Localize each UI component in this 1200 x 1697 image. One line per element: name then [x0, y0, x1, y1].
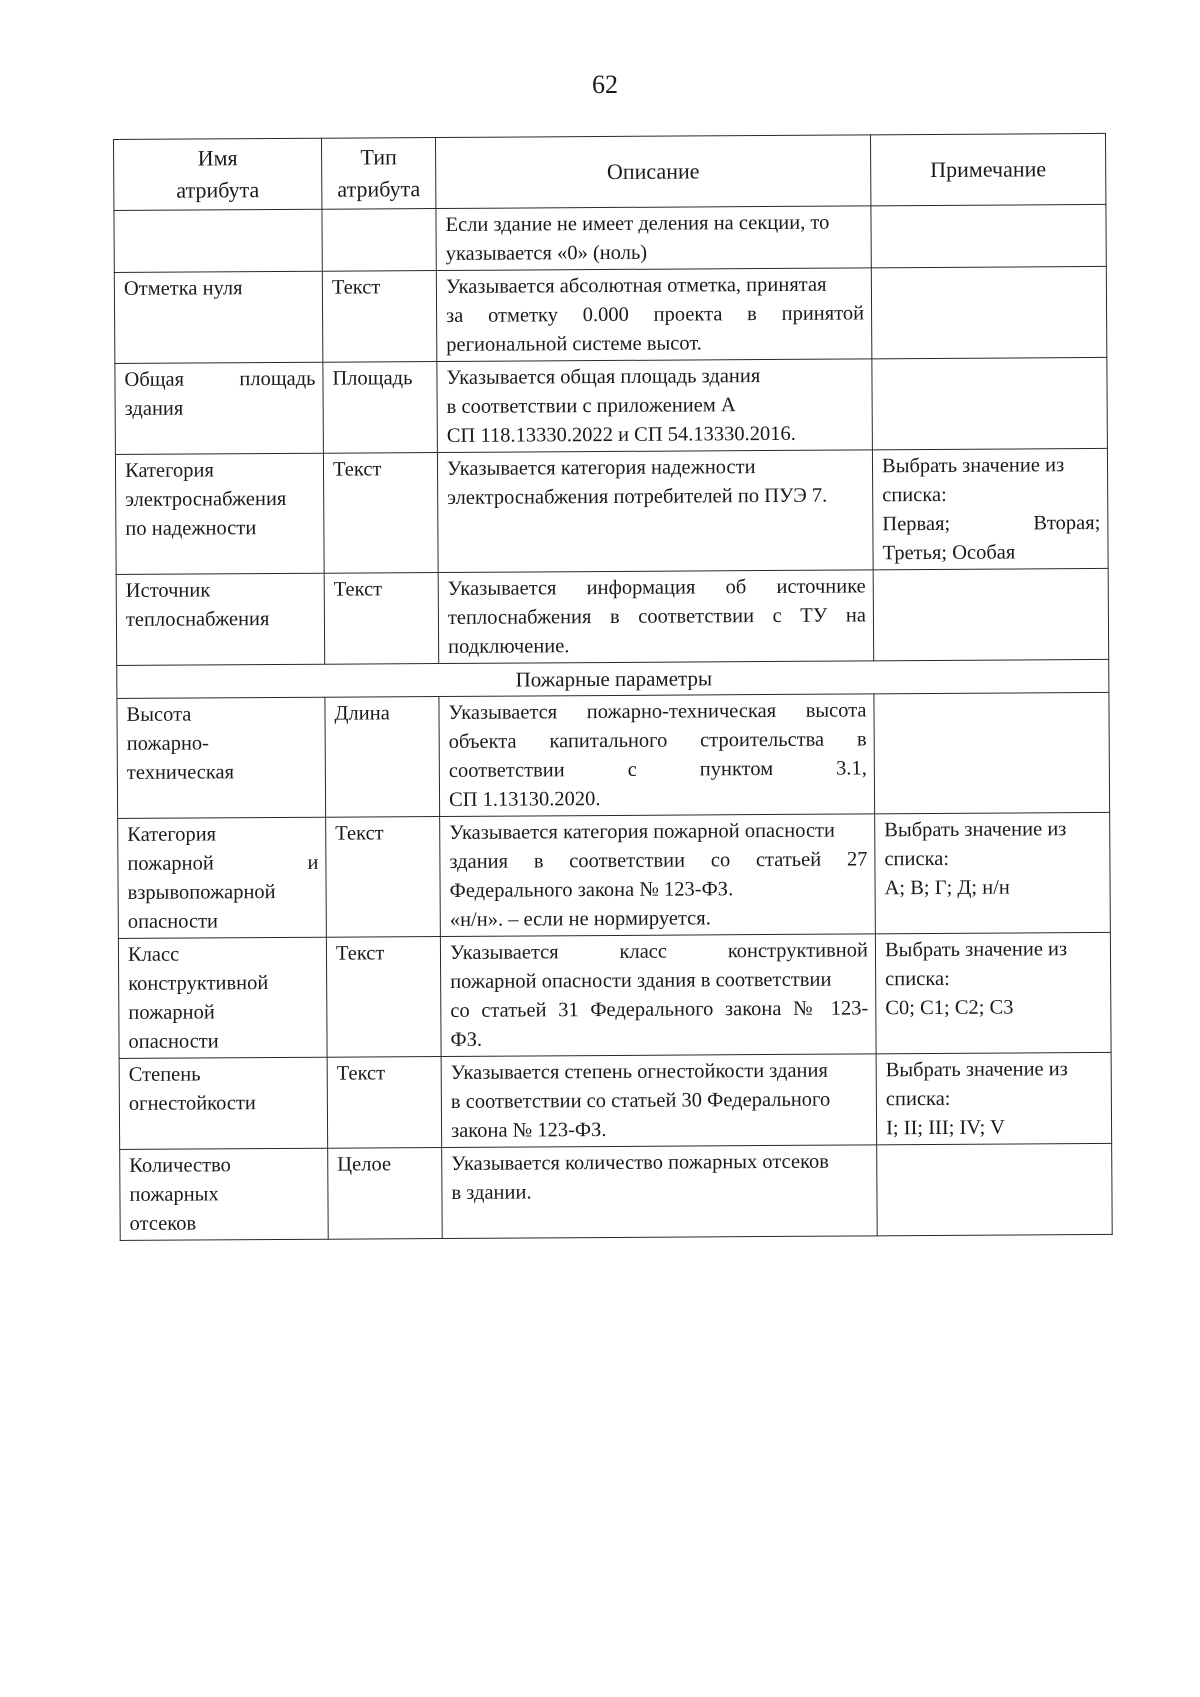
- cell-description: [436, 268, 872, 362]
- cell-note: [872, 357, 1108, 449]
- cell-attribute-name: [118, 817, 327, 938]
- cell-description: [442, 1145, 878, 1239]
- cell-description: [437, 359, 873, 453]
- description-line: здания в соответствии со статьей 27: [449, 848, 868, 873]
- description-line: региональной системе высот.: [446, 332, 702, 356]
- header-name-line: атрибута: [176, 177, 260, 203]
- description-line: указывается «0» (ноль): [445, 241, 648, 265]
- description-line: СП 118.13330.2022 и СП 54.13330.2016.: [446, 422, 796, 447]
- attribute-name-line: Высота: [126, 703, 192, 726]
- attribute-name-line: Класс: [127, 943, 180, 966]
- table-row: [115, 357, 1108, 454]
- description-line: Указывается категория надежности: [446, 456, 756, 480]
- cell-description: [440, 934, 876, 1057]
- note-line: списка:: [885, 1087, 951, 1111]
- attribute-name-line: электроснабжения: [125, 487, 287, 511]
- cell-attribute-name: [114, 209, 322, 272]
- cell-attribute-name: [114, 271, 323, 363]
- description-line: пожарной опасности здания в соответствии: [450, 968, 832, 993]
- header-name: [114, 138, 322, 210]
- cell-attribute-type: Длина: [325, 697, 440, 818]
- cell-note: [872, 448, 1108, 569]
- attribute-name-line: Степень: [128, 1063, 201, 1086]
- page-number: 62: [592, 70, 618, 99]
- attribute-table: [113, 133, 1113, 1241]
- note-line: списка:: [885, 967, 950, 991]
- note-line: списка:: [882, 483, 947, 507]
- cell-note: [874, 692, 1110, 813]
- cell-description: [440, 814, 876, 937]
- attribute-name-line: конструктивной: [128, 972, 269, 995]
- description-line: СП 1.13130.2020.: [448, 788, 601, 811]
- attribute-name-line: техническая: [126, 761, 235, 784]
- description-line: закона № 123-ФЗ.: [450, 1119, 607, 1142]
- description-line: подключение.: [448, 635, 570, 658]
- note-line: С0; С1; С2; С3: [885, 996, 1014, 1020]
- cell-description: [436, 206, 871, 271]
- attribute-name-line: по надежности: [125, 517, 257, 540]
- description-line: Указывается общая площадь здания: [446, 365, 761, 389]
- description-line: «н/н». – если не нормируется.: [449, 907, 711, 931]
- description-line: за отметку 0.000 проекта в принятой: [446, 302, 865, 327]
- attribute-name-line: пожарной: [128, 1001, 215, 1024]
- attribute-name-line: пожарной и: [127, 851, 319, 875]
- description-line: Указывается класс конструктивной: [449, 939, 869, 964]
- note-line: Выбрать значение из: [884, 938, 1068, 962]
- attribute-name-line: опасности: [128, 1030, 219, 1053]
- description-line: Указывается категория пожарной опасности: [449, 819, 836, 844]
- table-row: [117, 692, 1110, 818]
- attribute-name-line: пожарных: [129, 1183, 219, 1206]
- header-type-line: атрибута: [337, 176, 421, 202]
- table-row: [114, 204, 1106, 272]
- header-note: Примечание: [870, 133, 1105, 205]
- attribute-name-line: взрывопожарной: [127, 881, 276, 904]
- cell-attribute-type: Текст: [322, 271, 437, 363]
- table-row: [118, 932, 1111, 1058]
- cell-description: [441, 1054, 877, 1148]
- description-line: ФЗ.: [450, 1028, 483, 1051]
- attribute-name-line: здания: [124, 397, 184, 420]
- attribute-name-line: огнестойкости: [128, 1092, 256, 1115]
- description-line: в соответствии со статьей 30 Федерального: [450, 1088, 831, 1113]
- attribute-name-line: Категория: [127, 823, 217, 846]
- attribute-name-line: Отметка нуля: [123, 277, 243, 300]
- table-header-row: [114, 133, 1106, 210]
- cell-attribute-type: Текст: [326, 817, 441, 938]
- cell-attribute-type: Целое: [328, 1148, 443, 1240]
- cell-attribute-type: Текст: [324, 573, 439, 665]
- cell-description: [439, 694, 875, 817]
- table-row: [116, 568, 1109, 665]
- cell-attribute-type: [322, 209, 436, 272]
- description-line: в здании.: [451, 1181, 532, 1204]
- attribute-name-line: Количество: [129, 1154, 231, 1177]
- note-line: Выбрать значение из: [884, 818, 1067, 842]
- cell-attribute-type: Текст: [327, 1057, 442, 1149]
- table-row: [114, 266, 1107, 363]
- note-line: Выбрать значение из: [885, 1058, 1068, 1082]
- cell-attribute-type: Текст: [326, 937, 441, 1058]
- description-line: Указывается степень огнестойкости здания: [450, 1059, 828, 1084]
- cell-attribute-type: Площадь: [323, 362, 438, 454]
- attribute-name-line: пожарно-: [126, 732, 210, 755]
- attribute-name-line: отсеков: [129, 1212, 197, 1235]
- cell-attribute-name: [118, 937, 327, 1058]
- cell-attribute-name: [116, 573, 325, 665]
- note-line: Первая; Вторая;: [882, 511, 1101, 536]
- cell-attribute-name: [115, 362, 324, 454]
- note-line: Выбрать значение из: [881, 454, 1065, 478]
- table-row: [120, 1143, 1113, 1240]
- cell-attribute-name: [115, 453, 324, 574]
- note-line: I; II; III; IV; V: [885, 1116, 1005, 1140]
- cell-note: [877, 1143, 1113, 1235]
- cell-note: [875, 812, 1111, 933]
- description-line: Указывается абсолютная отметка, принятая: [445, 273, 827, 298]
- note-line: А; В; Г; Д; н/н: [884, 876, 1010, 900]
- description-line: Указывается пожарно-техническая высота: [448, 699, 867, 724]
- attribute-name-line: Общая площадь: [124, 367, 316, 391]
- description-line: объекта капитального строительства в: [448, 728, 867, 753]
- note-line: Третья; Особая: [882, 541, 1016, 565]
- description-line: в соответствии с приложением А: [446, 394, 736, 418]
- attribute-name-line: Категория: [124, 459, 214, 482]
- description-line: электроснабжения потребителей по ПУЭ 7.: [447, 484, 828, 509]
- description-line: теплоснабжения в соответствии с ТУ на: [447, 604, 866, 629]
- header-type-line: Тип: [360, 144, 397, 170]
- cell-attribute-type: Текст: [323, 453, 438, 574]
- table-row: [118, 812, 1111, 938]
- cell-description: [438, 570, 874, 664]
- description-line: Если здание не имеет деления на секции, то: [445, 211, 830, 236]
- section-title: Пожарные параметры: [117, 659, 1109, 698]
- table-body: [114, 204, 1112, 1240]
- description-line: Указывается количество пожарных отсеков: [451, 1150, 829, 1175]
- cell-description: [437, 450, 873, 573]
- description-line: соответствии с пунктом 3.1,: [448, 757, 867, 782]
- attribute-name-line: опасности: [127, 910, 219, 933]
- cell-attribute-name: [120, 1148, 329, 1240]
- attribute-name-line: Источник: [125, 579, 211, 602]
- cell-attribute-name: [117, 697, 326, 818]
- table-row: [115, 448, 1108, 574]
- cell-note: [873, 568, 1109, 660]
- cell-note: [875, 932, 1111, 1053]
- header-description: Описание: [435, 135, 870, 209]
- header-type: [321, 138, 435, 210]
- cell-note: [871, 204, 1106, 267]
- table-row: [119, 1052, 1112, 1149]
- description-line: Федерального закона № 123-ФЗ.: [449, 878, 734, 902]
- cell-note: [871, 266, 1107, 358]
- description-line: со статьей 31 Федерального закона № 123-: [450, 997, 869, 1022]
- note-line: списка:: [884, 847, 950, 871]
- cell-attribute-name: [119, 1057, 328, 1149]
- header-name-line: Имя: [197, 145, 238, 171]
- cell-note: [876, 1052, 1112, 1144]
- attribute-name-line: теплоснабжения: [125, 608, 270, 631]
- description-line: Указывается информация об источнике: [447, 575, 866, 600]
